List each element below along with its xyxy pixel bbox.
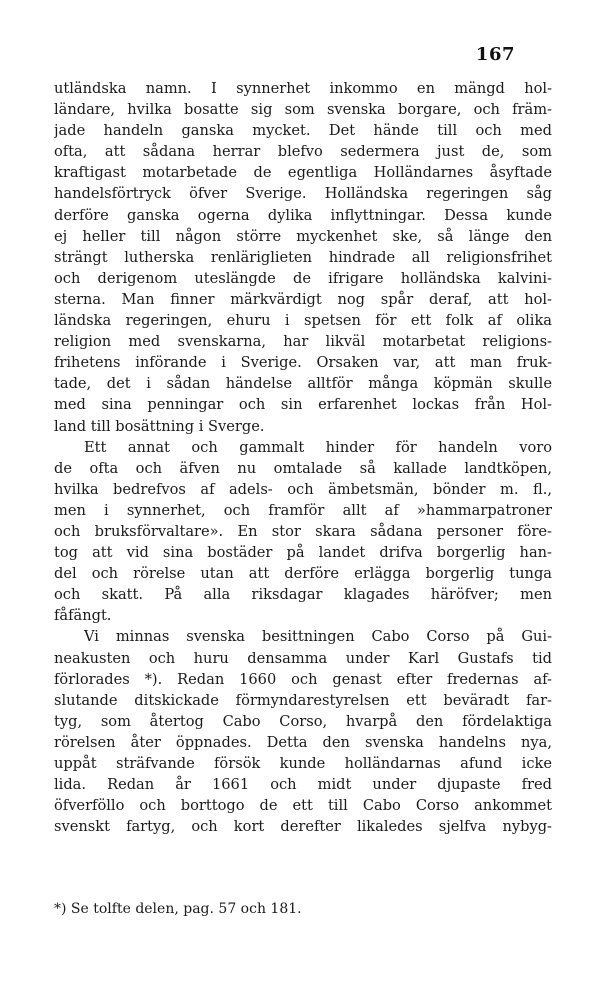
text-line: tade, det i sådan händelse alltför många köpmän skulle <box>54 375 552 393</box>
text-line: Ett annat och gammalt hinder för handeln voro <box>84 438 552 456</box>
text-line: rörelsen åter öppnades. Detta den svenska handelns nya, <box>54 733 552 751</box>
page-number: 167 <box>475 44 515 65</box>
text-line: och skatt. På alla riksdagar klagades häröfver; men <box>54 586 552 604</box>
text-line: men i synnerhet, och framför allt af »hammarpatroner <box>54 501 552 519</box>
text-line: utländska namn. I synnerhet inkommo en mängd hol- <box>54 80 552 97</box>
text-line: förlorades *). Redan 1660 och genast efter fredernas af- <box>54 670 552 688</box>
paragraph <box>54 437 552 627</box>
text-line: tog att vid sina bostäder på landet drifva borgerlig han- <box>54 544 552 562</box>
text-line: lida. Redan år 1661 och midt under djupaste fred <box>54 776 552 794</box>
text-line: hvilka bedrefvos af adels- och ämbetsmän, bönder m. fl., <box>54 480 552 498</box>
text-line: kraftigast motarbetade de egentliga Holländarnes åsyftade <box>54 164 552 182</box>
text-line: frihetens införande i Sverige. Orsaken var, att man fruk- <box>54 354 552 372</box>
text-line: ländare, hvilka bosatte sig som svenska borgare, och främ- <box>54 101 552 119</box>
paragraph <box>54 78 552 437</box>
text-line: ej heller till någon större myckenhet ske, så länge den <box>54 227 552 245</box>
text-line: fåfängt. <box>54 607 112 625</box>
text-line: del och rörelse utan att derföre erlägga borgerlig tunga <box>54 565 552 583</box>
text-line: slutande ditskickade förmyndarestyrelsen ett beväradt far- <box>54 691 552 709</box>
text-line: och derigenom uteslängde de ifrigare holländska kalvini- <box>54 269 552 287</box>
text-line: ofta, att sådana herrar blefvo sedermera just de, som <box>54 143 552 161</box>
text-line: svenskt fartyg, och kort derefter likaledes sjelfva nybyg- <box>54 818 552 836</box>
text-line: sterna. Man finner märkvärdigt nog spår deraf, att hol- <box>54 290 552 308</box>
text-line: jade handeln ganska mycket. Det hände till och med <box>54 122 552 140</box>
text-line: tyg, som återtog Cabo Corso, hvarpå den fördelaktiga <box>54 712 552 730</box>
paragraph <box>54 626 552 837</box>
text-line: med sina penningar och sin erfarenhet lockas från Hol- <box>54 396 552 414</box>
text-line: neakusten och huru densamma under Karl Gustafs tid <box>54 649 552 667</box>
text-line: öfverföllo och borttogo de ett till Cabo Corso ankommet <box>54 797 552 815</box>
text-line: strängt lutherska renläriglieten hindrade all religionsfrihet <box>54 248 552 266</box>
body-text <box>54 78 552 837</box>
text-line: handelsförtryck öfver Sverige. Holländska regeringen såg <box>54 185 552 203</box>
text-line: land till bosättning i Sverge. <box>54 417 265 435</box>
text-line: Vi minnas svenska besittningen Cabo Corso på Gui- <box>84 628 552 646</box>
text-line: derföre ganska ogerna dylika inflyttningar. Dessa kunde <box>54 206 552 224</box>
text-line: religion med svenskarna, har likväl motarbetat religions- <box>54 333 552 351</box>
text-line: och bruksförvaltare». En stor skara sådana personer före- <box>54 522 552 540</box>
text-line: ländska regeringen, ehuru i spetsen för ett folk af olika <box>54 312 552 330</box>
text-line: de ofta och äfven nu omtalade så kallade landtköpen, <box>54 459 552 477</box>
text-line: uppåt sträfvande försök kunde holländarnas afund icke <box>54 755 552 772</box>
footnote: *) Se tolfte delen, pag. 57 och 181. <box>54 901 302 917</box>
